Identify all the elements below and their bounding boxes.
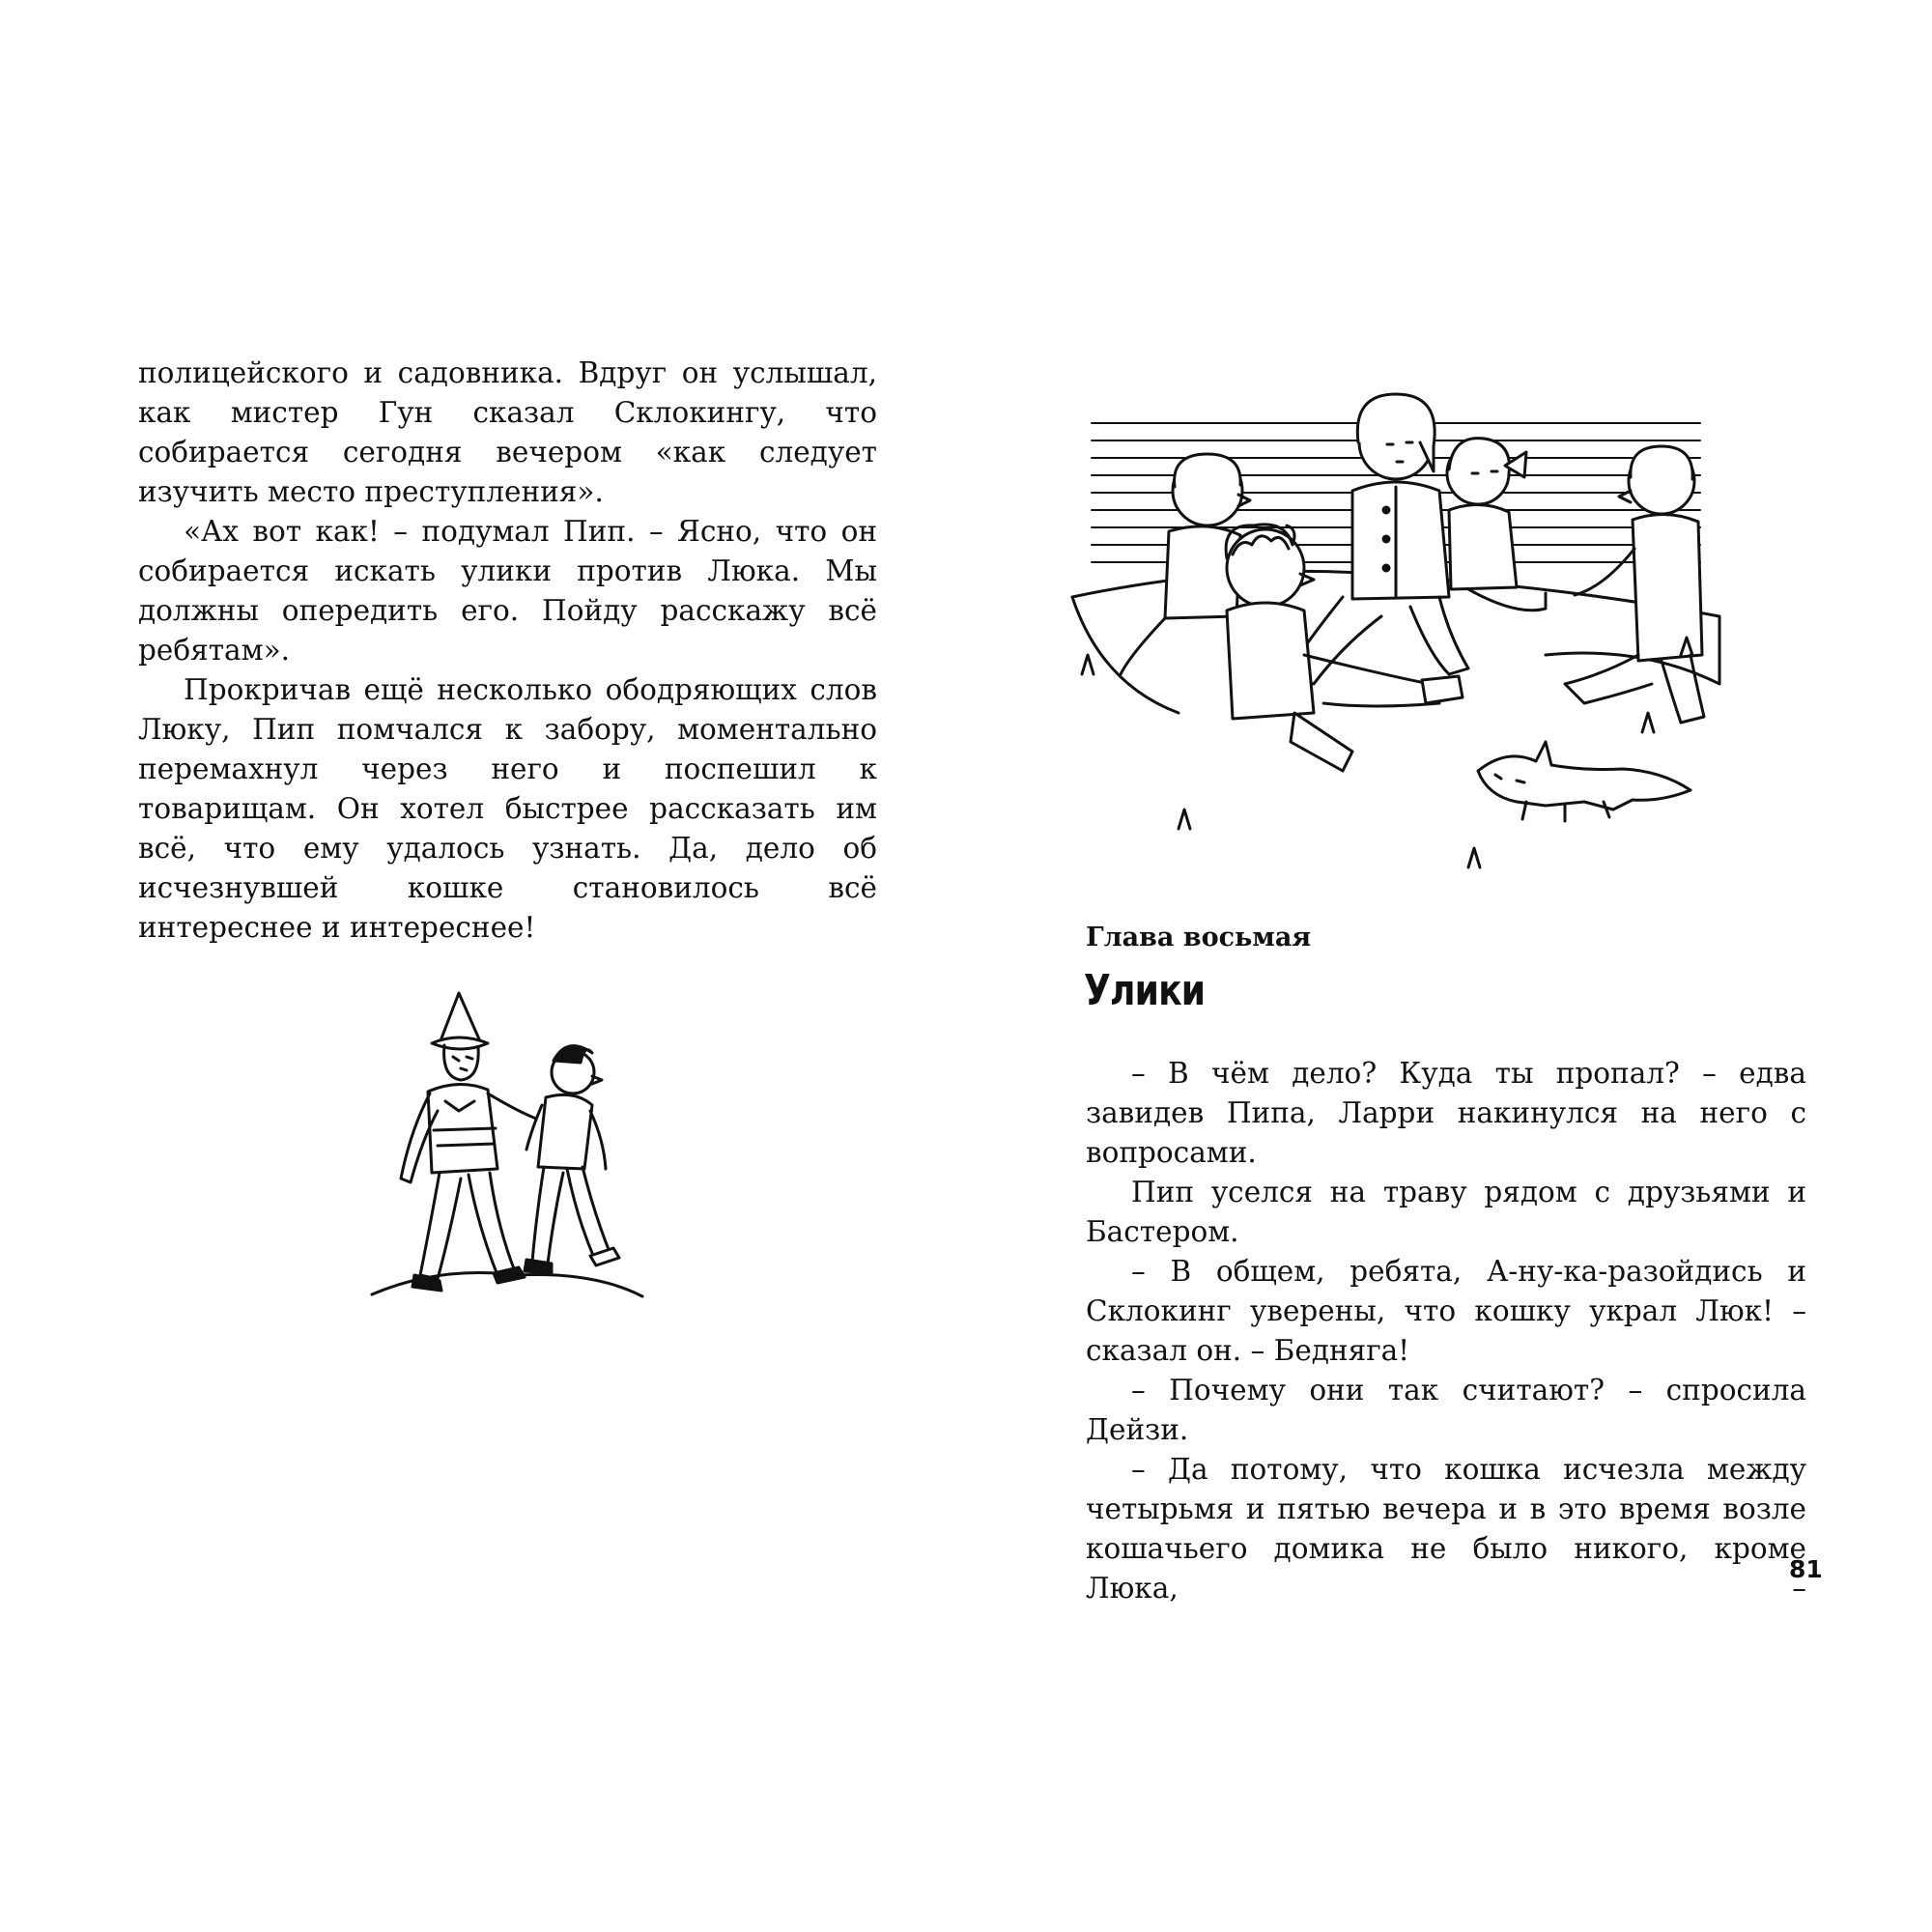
children-sitting-on-grass-illustration (1063, 365, 1729, 892)
page-number: 81 (1789, 1555, 1823, 1583)
right-page-text (1086, 1054, 1806, 1608)
paragraph: – В общем, ребята, А-ну-ка-разойдись и Склокинг уверены, что кошку украл Люк! – сказал он. – Бедняга! (1086, 1255, 1806, 1367)
chapter-title: Улики (1084, 966, 1206, 1015)
paragraph: полицейского и садовника. Вдруг он услышал, как мистер Гун сказал Склокингу, что собирается сегодня вечером «как следует изучить место преступления». (138, 356, 877, 508)
right-page (966, 0, 1932, 1932)
paragraph: Прокричав ещё несколько ободряющих слов Люку, Пип помчался к забору, моментально перемахнул через него и поспешил к товарищам. Он хотел быстрее рассказать им всё, что ему удалось узнать. Да, дело об исчезнувшей кошке становилось всё интереснее и интереснее! (138, 673, 877, 944)
paragraph: – В чём дело? Куда ты пропал? – едва завидев Пипа, Ларри накинулся на него с вопросами. (1086, 1057, 1806, 1169)
paragraph: «Ах вот как! – подумал Пип. – Ясно, что он собирается искать улики против Люка. Мы должны опередить его. Пойду расскажу всё ребятам». (138, 515, 877, 667)
paragraph: Пип уселся на траву рядом с друзьями и Бастером. (1086, 1176, 1806, 1248)
policeman-and-boy-illustration (353, 985, 662, 1319)
left-page-text (138, 354, 877, 948)
paragraph: – Да потому, что кошка исчезла между четырьмя и пятью вечера и в это время возле кошачьего домика не было никого, кроме Люка, – (1086, 1453, 1806, 1605)
paragraph: – Почему они так считают? – спросила Дейзи. (1086, 1374, 1806, 1446)
chapter-label: Глава восьмая (1086, 923, 1312, 952)
